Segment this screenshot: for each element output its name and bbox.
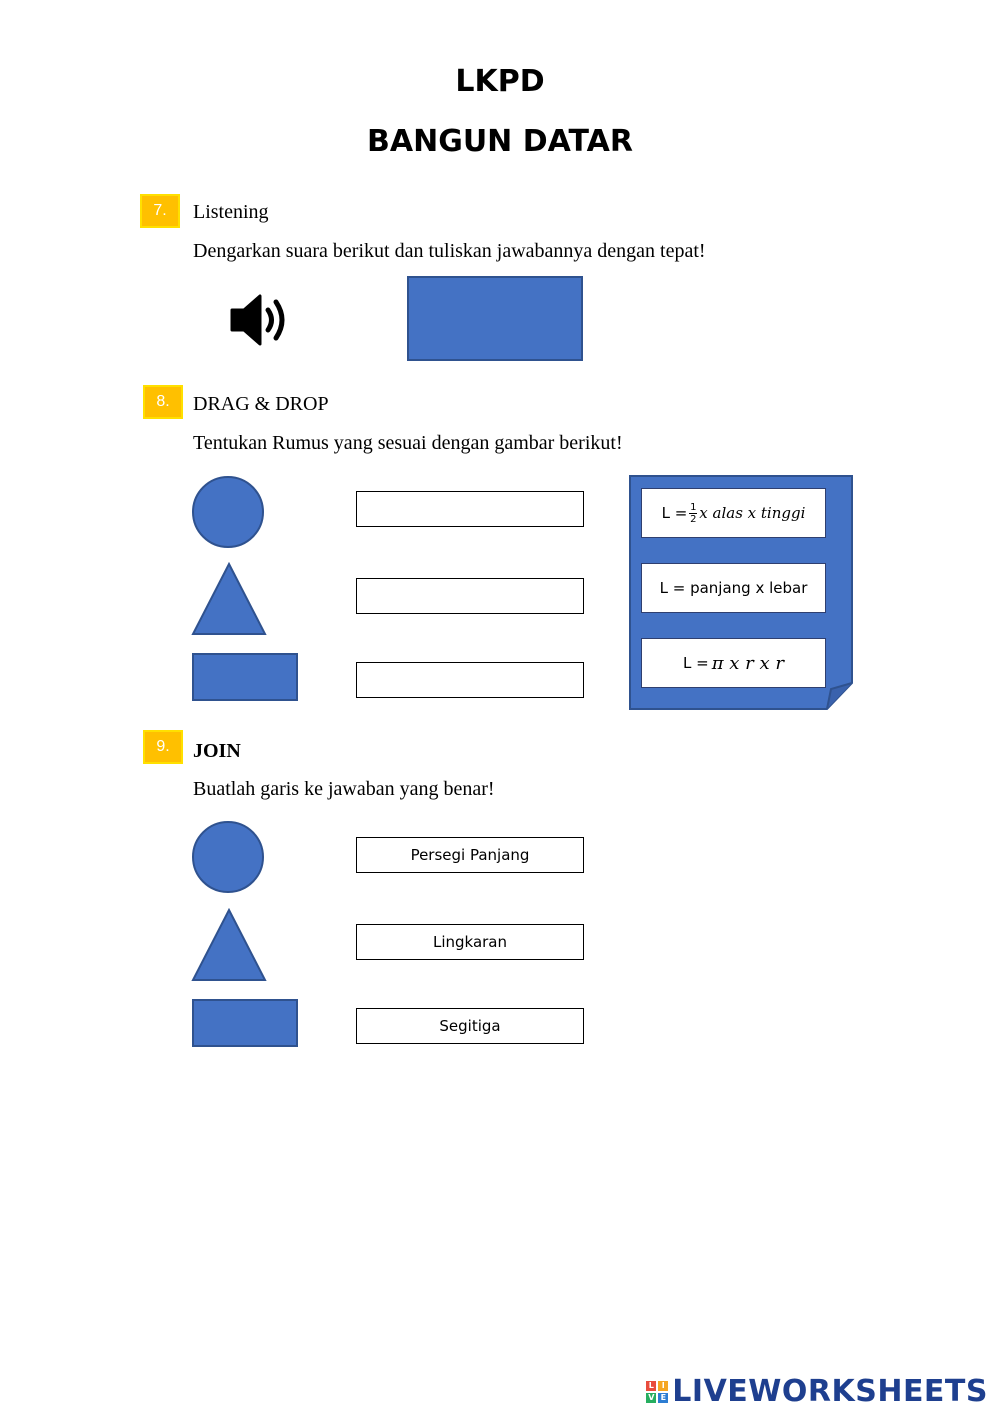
- section-title-join: JOIN: [193, 740, 241, 762]
- join-answer-segitiga[interactable]: Segitiga: [356, 1008, 584, 1044]
- triangle-shape[interactable]: [191, 908, 267, 982]
- worksheet-title: LKPD: [455, 64, 545, 99]
- logo-grid-icon: [646, 1381, 668, 1403]
- instruction-listening: Dengarkan suara berikut dan tuliskan jawabannya dengan tepat!: [193, 240, 706, 262]
- liveworksheets-logo: [646, 1374, 988, 1409]
- join-answer-persegi-panjang[interactable]: Persegi Panjang: [356, 837, 584, 873]
- triangle-shape: [191, 562, 267, 636]
- listening-answer-field[interactable]: [407, 276, 583, 361]
- formula-card-rectangle[interactable]: [641, 563, 826, 613]
- formula-text: L = panjang x lebar: [659, 579, 808, 597]
- formula-card-triangle[interactable]: [641, 488, 826, 538]
- instruction-join: Buatlah garis ke jawaban yang benar!: [193, 778, 495, 800]
- question-number-badge: 7.: [140, 194, 180, 228]
- worksheet-subtitle: BANGUN DATAR: [367, 124, 633, 159]
- circle-shape: [192, 476, 264, 548]
- question-number-badge: 8.: [143, 385, 183, 419]
- logo-letter: V: [648, 1393, 655, 1402]
- drop-zone-circle[interactable]: [356, 491, 584, 527]
- section-title-drag-drop: DRAG & DROP: [193, 393, 329, 415]
- formula-card-circle[interactable]: [641, 638, 826, 688]
- join-answer-lingkaran[interactable]: Lingkaran: [356, 924, 584, 960]
- logo-letter: E: [658, 1393, 668, 1403]
- instruction-drag-drop: Tentukan Rumus yang sesuai dengan gambar berikut!: [193, 432, 623, 454]
- speaker-icon[interactable]: [228, 292, 294, 348]
- drop-zone-rectangle[interactable]: [356, 662, 584, 698]
- drop-zone-triangle[interactable]: [356, 578, 584, 614]
- logo-letter: I: [658, 1381, 668, 1391]
- fraction: [689, 502, 697, 525]
- formula-text: x alas x tinggi: [699, 504, 806, 522]
- formula-prefix: L =: [683, 654, 709, 672]
- fraction-denominator: 2: [690, 513, 697, 525]
- rectangle-shape: [192, 653, 298, 701]
- question-number-badge: 9.: [143, 730, 183, 764]
- formula-text: π x r x r: [711, 652, 784, 674]
- logo-letter: L: [646, 1381, 656, 1391]
- brand-name: LIVEWORKSHEETS: [672, 1374, 988, 1409]
- fraction-numerator: 1: [690, 501, 697, 513]
- circle-shape[interactable]: [192, 821, 264, 893]
- rectangle-shape[interactable]: [192, 999, 298, 1047]
- formula-prefix: L =: [661, 504, 688, 522]
- section-title-listening: Listening: [193, 201, 269, 223]
